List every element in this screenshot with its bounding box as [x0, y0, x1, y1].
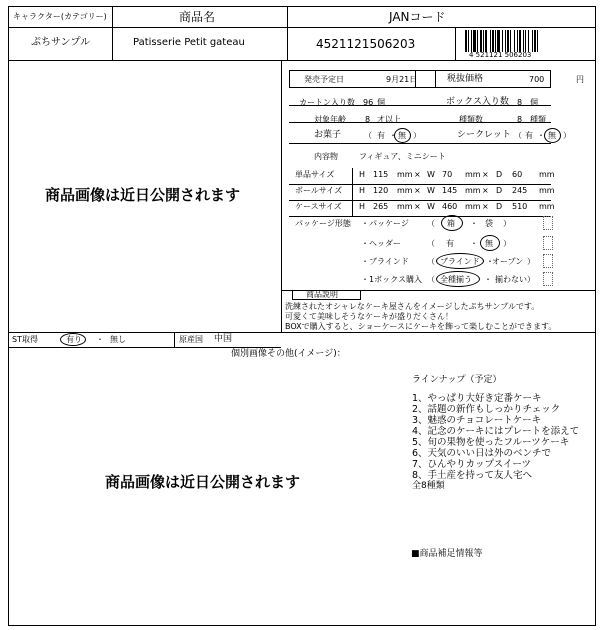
barcode-bar — [502, 30, 503, 52]
barcode-bar — [490, 30, 491, 52]
size-unit: × — [482, 202, 489, 211]
st-label: ST取得 — [12, 335, 38, 344]
supplement-label: ■商品補足情報等 — [411, 549, 483, 559]
age-label: 対象年齢 — [314, 115, 346, 124]
barcode-bar — [525, 30, 526, 52]
origin-label: 原産国 — [179, 335, 203, 344]
size-unit: × — [414, 186, 421, 195]
secret-label: シークレット — [457, 130, 511, 140]
size-unit: mm — [397, 186, 413, 195]
size-unit: H — [359, 202, 366, 211]
size-unit: × — [414, 202, 421, 211]
barcode-bar — [528, 30, 529, 52]
size-unit: × — [414, 170, 421, 179]
barcode-bar — [537, 30, 538, 52]
size-d: 510 — [512, 202, 528, 211]
barcode-bar — [492, 30, 494, 52]
individual-title: 個別画像その他(イメージ)： — [231, 349, 346, 359]
size-unit: W — [427, 170, 435, 179]
size-unit: D — [496, 186, 503, 195]
desc-line-2: 可愛くて美味しそうなケーキが盛りだくさん！ — [285, 312, 453, 321]
package-label: パッケージ形態 — [295, 219, 351, 228]
product-sheet: キャラクター(カテゴリー) 商品名 JANコード ぷちサンプル Patisserie Petit gateau 4521121506203 4 521121 506203 商品画像は近日公開されます ST取得 有り ・ 無し 原産国 中国 発売予定日 9月21日 税抜価格 700 円 カートン入り数 96 個 ボックス入り数 8 個 対象年齢 8 才以上 種類数 8 種類 お菓子 （ 有 ・ 無 ） シークレット （ 有 ・ 無 ） 内容物 フィギュア、ミニシート 単品サイズ H 115 mm × W 70 mm × D 60 mm ボールサイズ H 120 mm × W 145 mm × D 245 mm ケースサイズ H 265 mm × W 460 mm × D 510 mm パッケージ形態 ・パッケージ （ 箱 ・ 袋 ） ・ヘッダー （ 有 ・ 無 ） ・ブラインド （ ブラインド ・ オープン ） ・1ボックス購入 （ 全種揃う ・ 揃わない ） 商品説明 洗練されたオシャレなケーキ屋さんをイメージしたぷちサンプルです。 可愛くて美味しそうなケーキが盛りだくさん！ BOXで購入すると、ショーケースにケーキを飾って楽しむことができます。 個別画像その他(イメージ)： 商品画像は近日公開されます ラインナップ（予定） 1、やっぱり大好き定番ケーキ 2、話題の新作もしっかりチェック 3、魅惑のチョコレートケーキ 4、記念のケーキにはプレートを添えて 5、旬の果物を使ったフルーツケーキ 6、天気のいい日は外のベンチで 7、ひんやりカップスイーツ 8、手土産を持って友人宅へ 全8種類 ■商品補足情報等 — [8, 6, 596, 626]
barcode-bar — [495, 30, 496, 52]
barcode-bar — [477, 30, 478, 52]
product-name-label: 商品名 — [179, 10, 216, 24]
size-unit: mm — [465, 202, 481, 211]
barcode-bar — [483, 30, 484, 52]
barcode-bar — [473, 30, 476, 52]
list-item: 8、手土産を持って友人宅へ — [412, 470, 533, 481]
size-h: 115 — [373, 170, 389, 179]
size-unit: D — [496, 202, 503, 211]
st-no: 無し — [110, 335, 126, 344]
barcode — [459, 28, 591, 59]
size-h: 265 — [373, 202, 389, 211]
lineup-total: 全8種類 — [412, 481, 445, 491]
barcode-bar — [505, 30, 506, 52]
desc-line-3: BOXで購入すると、ショーケースにケーキを飾って楽しむことができます。 — [285, 322, 557, 331]
barcode-bar — [507, 30, 509, 52]
carton-label: カートン入り数 — [299, 98, 355, 107]
lineup-title: ラインナップ（予定） — [412, 375, 502, 385]
size-unit: W — [427, 202, 435, 211]
release-value: 9月21日 — [386, 75, 418, 84]
contents-label: 内容物 — [314, 152, 338, 161]
price-value: 700 — [529, 75, 545, 84]
size-unit: H — [359, 186, 366, 195]
barcode-bar — [480, 30, 482, 52]
main-image-placeholder: 商品画像は近日公開されます — [45, 186, 241, 204]
price-unit: 円 — [576, 75, 584, 84]
lineup-list — [412, 393, 579, 481]
barcode-bar — [510, 30, 511, 52]
box-label: ボックス入り数 — [446, 97, 509, 107]
size-unit: × — [482, 186, 489, 195]
jan-label: JANコード — [389, 10, 446, 24]
price-label: 税抜価格 — [447, 74, 484, 84]
sweets-label: お菓子 — [314, 130, 342, 140]
size-w: 145 — [442, 186, 458, 195]
types-label: 種類数 — [459, 115, 483, 124]
list-item: 1、やっぱり大好き定番ケーキ — [412, 393, 542, 404]
size-unit: H — [359, 170, 366, 179]
size-label: 単品サイズ — [295, 170, 335, 179]
barcode-digits: 4 521121 506203 — [469, 51, 532, 59]
size-unit: mm — [465, 170, 481, 179]
list-item: 6、天気のいい日は外のベンチで — [412, 448, 552, 459]
barcode-bar — [471, 30, 472, 52]
barcode-bar — [497, 30, 500, 52]
barcode-bar — [465, 30, 467, 52]
category-value: ぷちサンプル — [31, 37, 91, 48]
size-d: 60 — [512, 170, 523, 179]
size-w: 460 — [442, 202, 458, 211]
size-unit: W — [427, 186, 435, 195]
size-unit: × — [482, 170, 489, 179]
size-unit: mm — [465, 186, 481, 195]
list-item: 4、記念のケーキにはプレートを添えて — [412, 426, 580, 437]
size-label: ケースサイズ — [295, 202, 342, 211]
list-item: 2、話題の新作もしっかりチェック — [412, 404, 561, 415]
jan-value: 4521121506203 — [316, 37, 416, 51]
origin-value: 中国 — [214, 334, 233, 344]
barcode-bar — [485, 30, 487, 52]
list-item: 3、魅惑のチョコレートケーキ — [412, 415, 542, 426]
desc-line-1: 洗練されたオシャレなケーキ屋さんをイメージしたぷちサンプルです。 — [285, 302, 540, 311]
product-name-value: Patisserie Petit gateau — [133, 37, 245, 48]
size-unit: mm — [397, 202, 413, 211]
size-unit: mm — [539, 202, 555, 211]
sub-image-placeholder: 商品画像は近日公開されます — [105, 473, 301, 491]
barcode-bar — [523, 30, 524, 52]
list-item: 7、ひんやりカップスイーツ — [412, 459, 531, 470]
barcode-bar — [532, 30, 533, 52]
barcode-bar — [468, 30, 469, 52]
release-label: 発売予定日 — [304, 75, 344, 84]
size-unit: mm — [539, 186, 555, 195]
size-unit: mm — [397, 170, 413, 179]
barcode-bar — [534, 30, 536, 52]
desc-label: 商品説明 — [306, 290, 338, 299]
st-yes: 有り — [66, 335, 82, 344]
size-unit: D — [496, 170, 503, 179]
contents-value: フィギュア、ミニシート — [359, 152, 446, 161]
size-unit: mm — [539, 170, 555, 179]
barcode-bar — [519, 30, 521, 52]
size-d: 245 — [512, 186, 528, 195]
size-h: 120 — [373, 186, 389, 195]
barcode-bar — [514, 30, 515, 52]
size-w: 70 — [442, 170, 453, 179]
category-label: キャラクター(カテゴリー) — [13, 12, 107, 21]
barcode-bar — [517, 30, 518, 52]
size-label: ボールサイズ — [295, 186, 343, 195]
list-item: 5、旬の果物を使ったフルーツケーキ — [412, 437, 570, 448]
